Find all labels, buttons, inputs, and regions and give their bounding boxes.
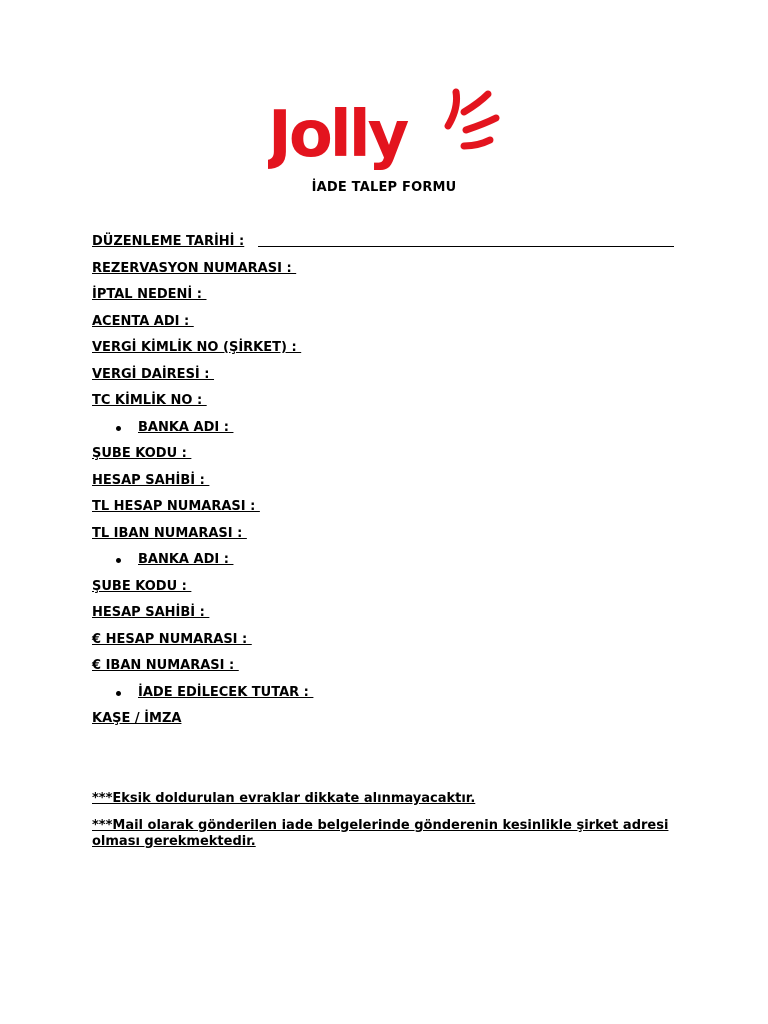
field-label: HESAP SAHİBİ : — [92, 605, 210, 620]
field-label: ŞUBE KODU : — [92, 579, 192, 594]
form-title: İADE TALEP FORMU — [311, 180, 457, 195]
logo-wordmark: Jolly — [268, 98, 407, 172]
date-underline — [258, 246, 674, 247]
field-label: BANKA ADI : — [138, 420, 234, 435]
note-company-address: ***Mail olarak gönderilen iade belgelerinde gönderenin kesinlikle şirket adresi olması gerekmektedir. — [92, 818, 669, 849]
field-label: REZERVASYON NUMARASI : — [92, 261, 297, 276]
jolly-logo — [268, 82, 500, 174]
field-label: VERGİ DAİRESİ : — [92, 367, 215, 382]
note-incomplete-docs: ***Eksik doldurulan evraklar dikkate alınmayacaktır. — [92, 791, 476, 806]
field-label: TL HESAP NUMARASI : — [92, 499, 260, 514]
field-label: ACENTA ADI : — [92, 314, 194, 329]
field-label: TC KİMLİK NO : — [92, 393, 207, 408]
field-label: KAŞE / İMZA — [92, 711, 182, 726]
field-label: BANKA ADI : — [138, 552, 234, 567]
bullet-icon — [116, 691, 121, 696]
field-label: DÜZENLEME TARİHİ : — [92, 234, 245, 249]
bullet-icon — [116, 426, 121, 431]
field-label: € IBAN NUMARASI : — [92, 658, 239, 673]
field-label: TL IBAN NUMARASI : — [92, 526, 247, 541]
field-label: VERGİ KİMLİK NO (ŞİRKET) : — [92, 340, 302, 355]
field-label: İPTAL NEDENİ : — [92, 287, 207, 302]
sun-rays-icon — [448, 92, 496, 146]
field-label: ŞUBE KODU : — [92, 446, 192, 461]
bullet-icon — [116, 558, 121, 563]
field-label: € HESAP NUMARASI : — [92, 632, 252, 647]
field-label: İADE EDİLECEK TUTAR : — [138, 685, 314, 700]
field-label: HESAP SAHİBİ : — [92, 473, 210, 488]
